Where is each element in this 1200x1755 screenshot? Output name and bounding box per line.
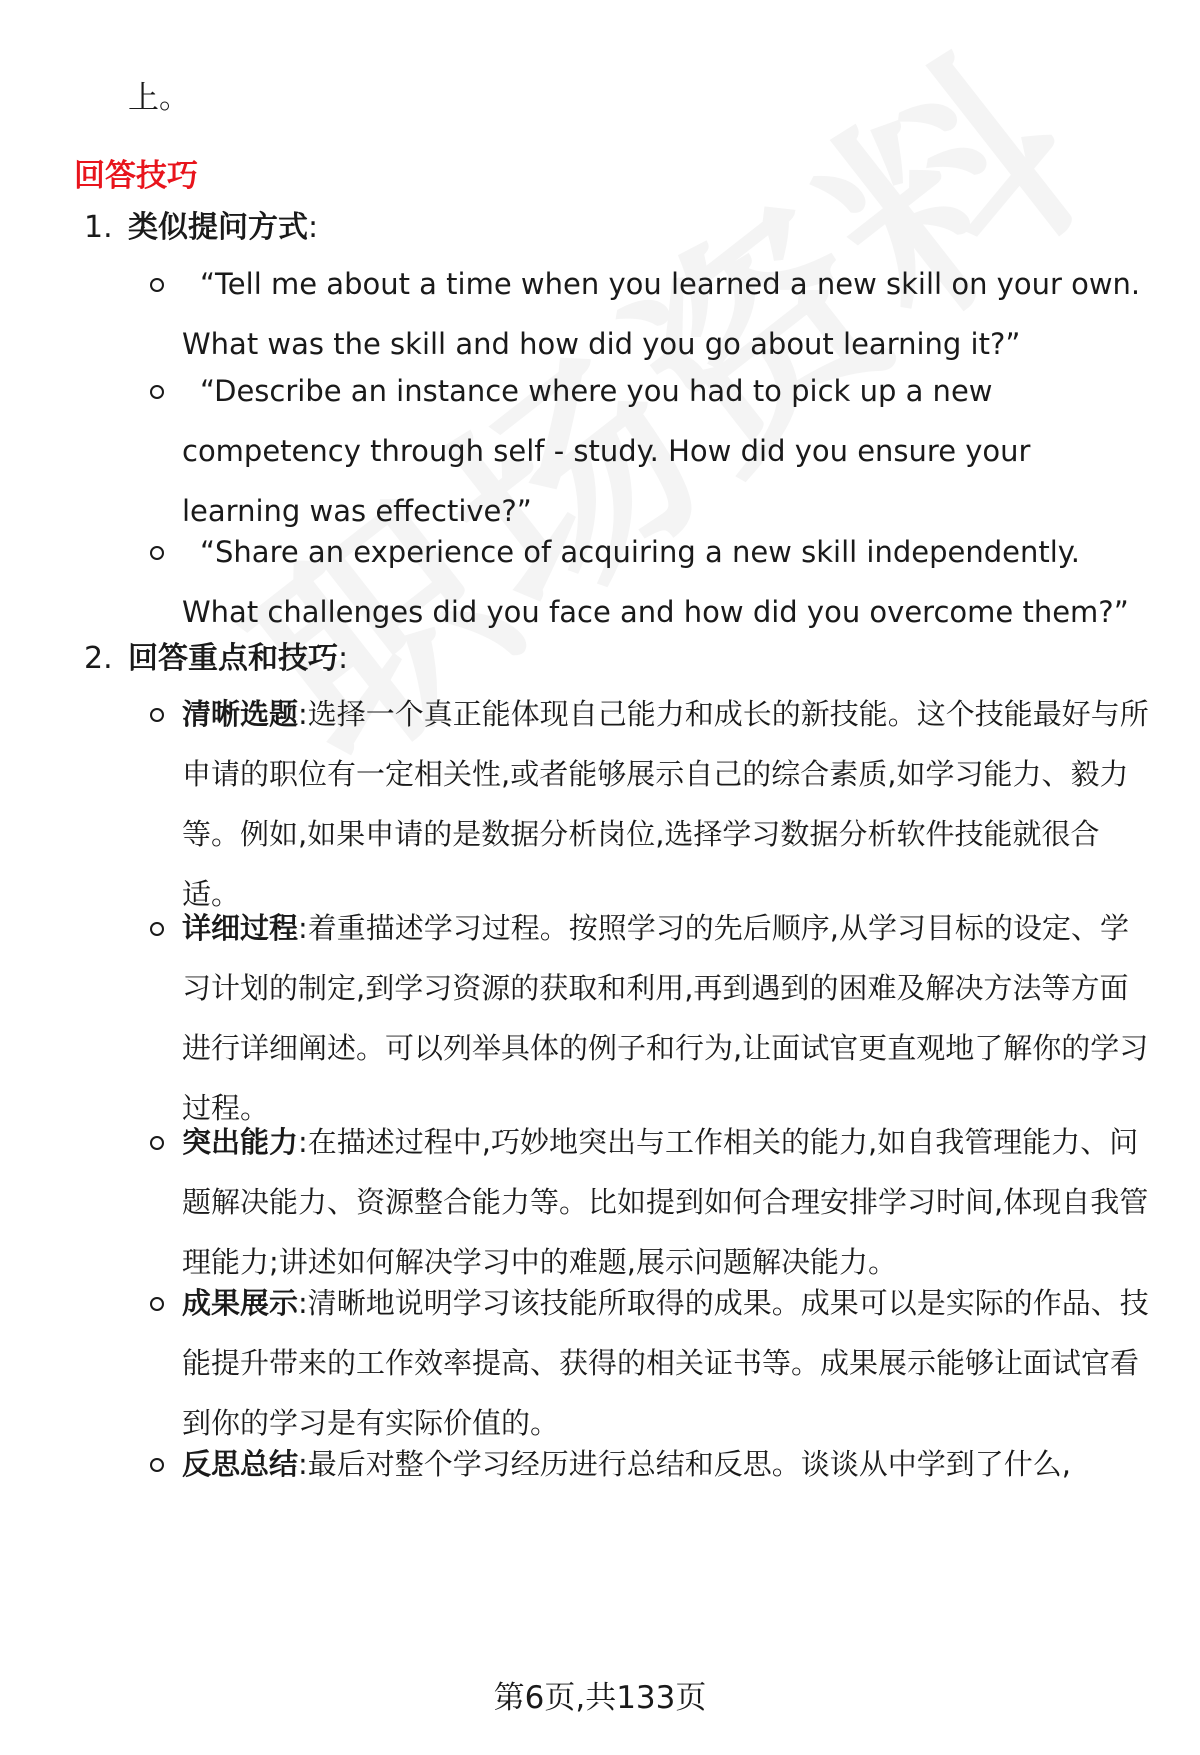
tip-label: 详细过程: [182, 911, 299, 945]
circle-bullet-icon: [150, 922, 164, 936]
section-heading: 回答技巧: [74, 158, 198, 194]
tip-label: 反思总结: [182, 1447, 299, 1481]
list-number: 2.: [84, 641, 113, 676]
tip-label: 突出能力: [182, 1125, 299, 1159]
circle-bullet-icon: [150, 278, 164, 292]
question-text: “Tell me about a time when you learned a new skill on your own. What was the skill and how did you go about learning it?”: [182, 267, 1141, 361]
tip-label: 清晰选题: [182, 697, 299, 731]
circle-bullet-icon: [150, 1136, 164, 1150]
tip-text: 突出能力:在描述过程中,巧妙地突出与工作相关的能力,如自我管理能力、问题解决能力、资源整合能力等。比如提到如何合理安排学习时间,体现自我管理能力;讲述如何解决学习中的难题,展示问题解决能力。: [182, 1125, 1149, 1279]
section-title: 2. 回答重点和技巧:: [84, 629, 348, 689]
tip-text: 成果展示:清晰地说明学习该技能所取得的成果。成果可以是实际的作品、技能提升带来的工作效率提高、获得的相关证书等。成果展示能够让面试官看到你的学习是有实际价值的。: [182, 1286, 1149, 1440]
tip-text: 反思总结:最后对整个学习经历进行总结和反思。谈谈从中学到了什么,: [182, 1447, 1072, 1481]
question-text: “Share an experience of acquiring a new skill independently. What challenges did you face and how did you overcome them?”: [182, 535, 1129, 629]
list-number: 1.: [84, 210, 113, 245]
circle-bullet-icon: [150, 1458, 164, 1472]
question-text: “Describe an instance where you had to pick up a new competency through self - study. How did you ensure your learning was effective?”: [182, 374, 1031, 528]
page-footer: 第6页,共133页: [493, 1680, 707, 1716]
tip-text: 清晰选题:选择一个真正能体现自己能力和成长的新技能。这个技能最好与所申请的职位有一定相关性,或者能够展示自己的综合素质,如学习能力、毅力等。例如,如果申请的是数据分析岗位,选择学习数据分析软件技能就很合适。: [182, 697, 1149, 911]
circle-bullet-icon: [150, 546, 164, 560]
circle-bullet-icon: [150, 385, 164, 399]
circle-bullet-icon: [150, 1297, 164, 1311]
continuation-text: 上。: [128, 80, 190, 116]
section-title-text: 类似提问方式: [128, 210, 308, 245]
tip-label: 成果展示: [182, 1286, 299, 1320]
circle-bullet-icon: [150, 708, 164, 722]
section-title-text: 回答重点和技巧: [128, 641, 338, 676]
tip-text: 详细过程:着重描述学习过程。按照学习的先后顺序,从学习目标的设定、学习计划的制定,到学习资源的获取和利用,再到遇到的困难及解决方法等方面进行详细阐述。可以列举具体的例子和行为,让面试官更直观地了解你的学习过程。: [182, 911, 1149, 1125]
section-title: 1. 类似提问方式:: [84, 198, 318, 258]
